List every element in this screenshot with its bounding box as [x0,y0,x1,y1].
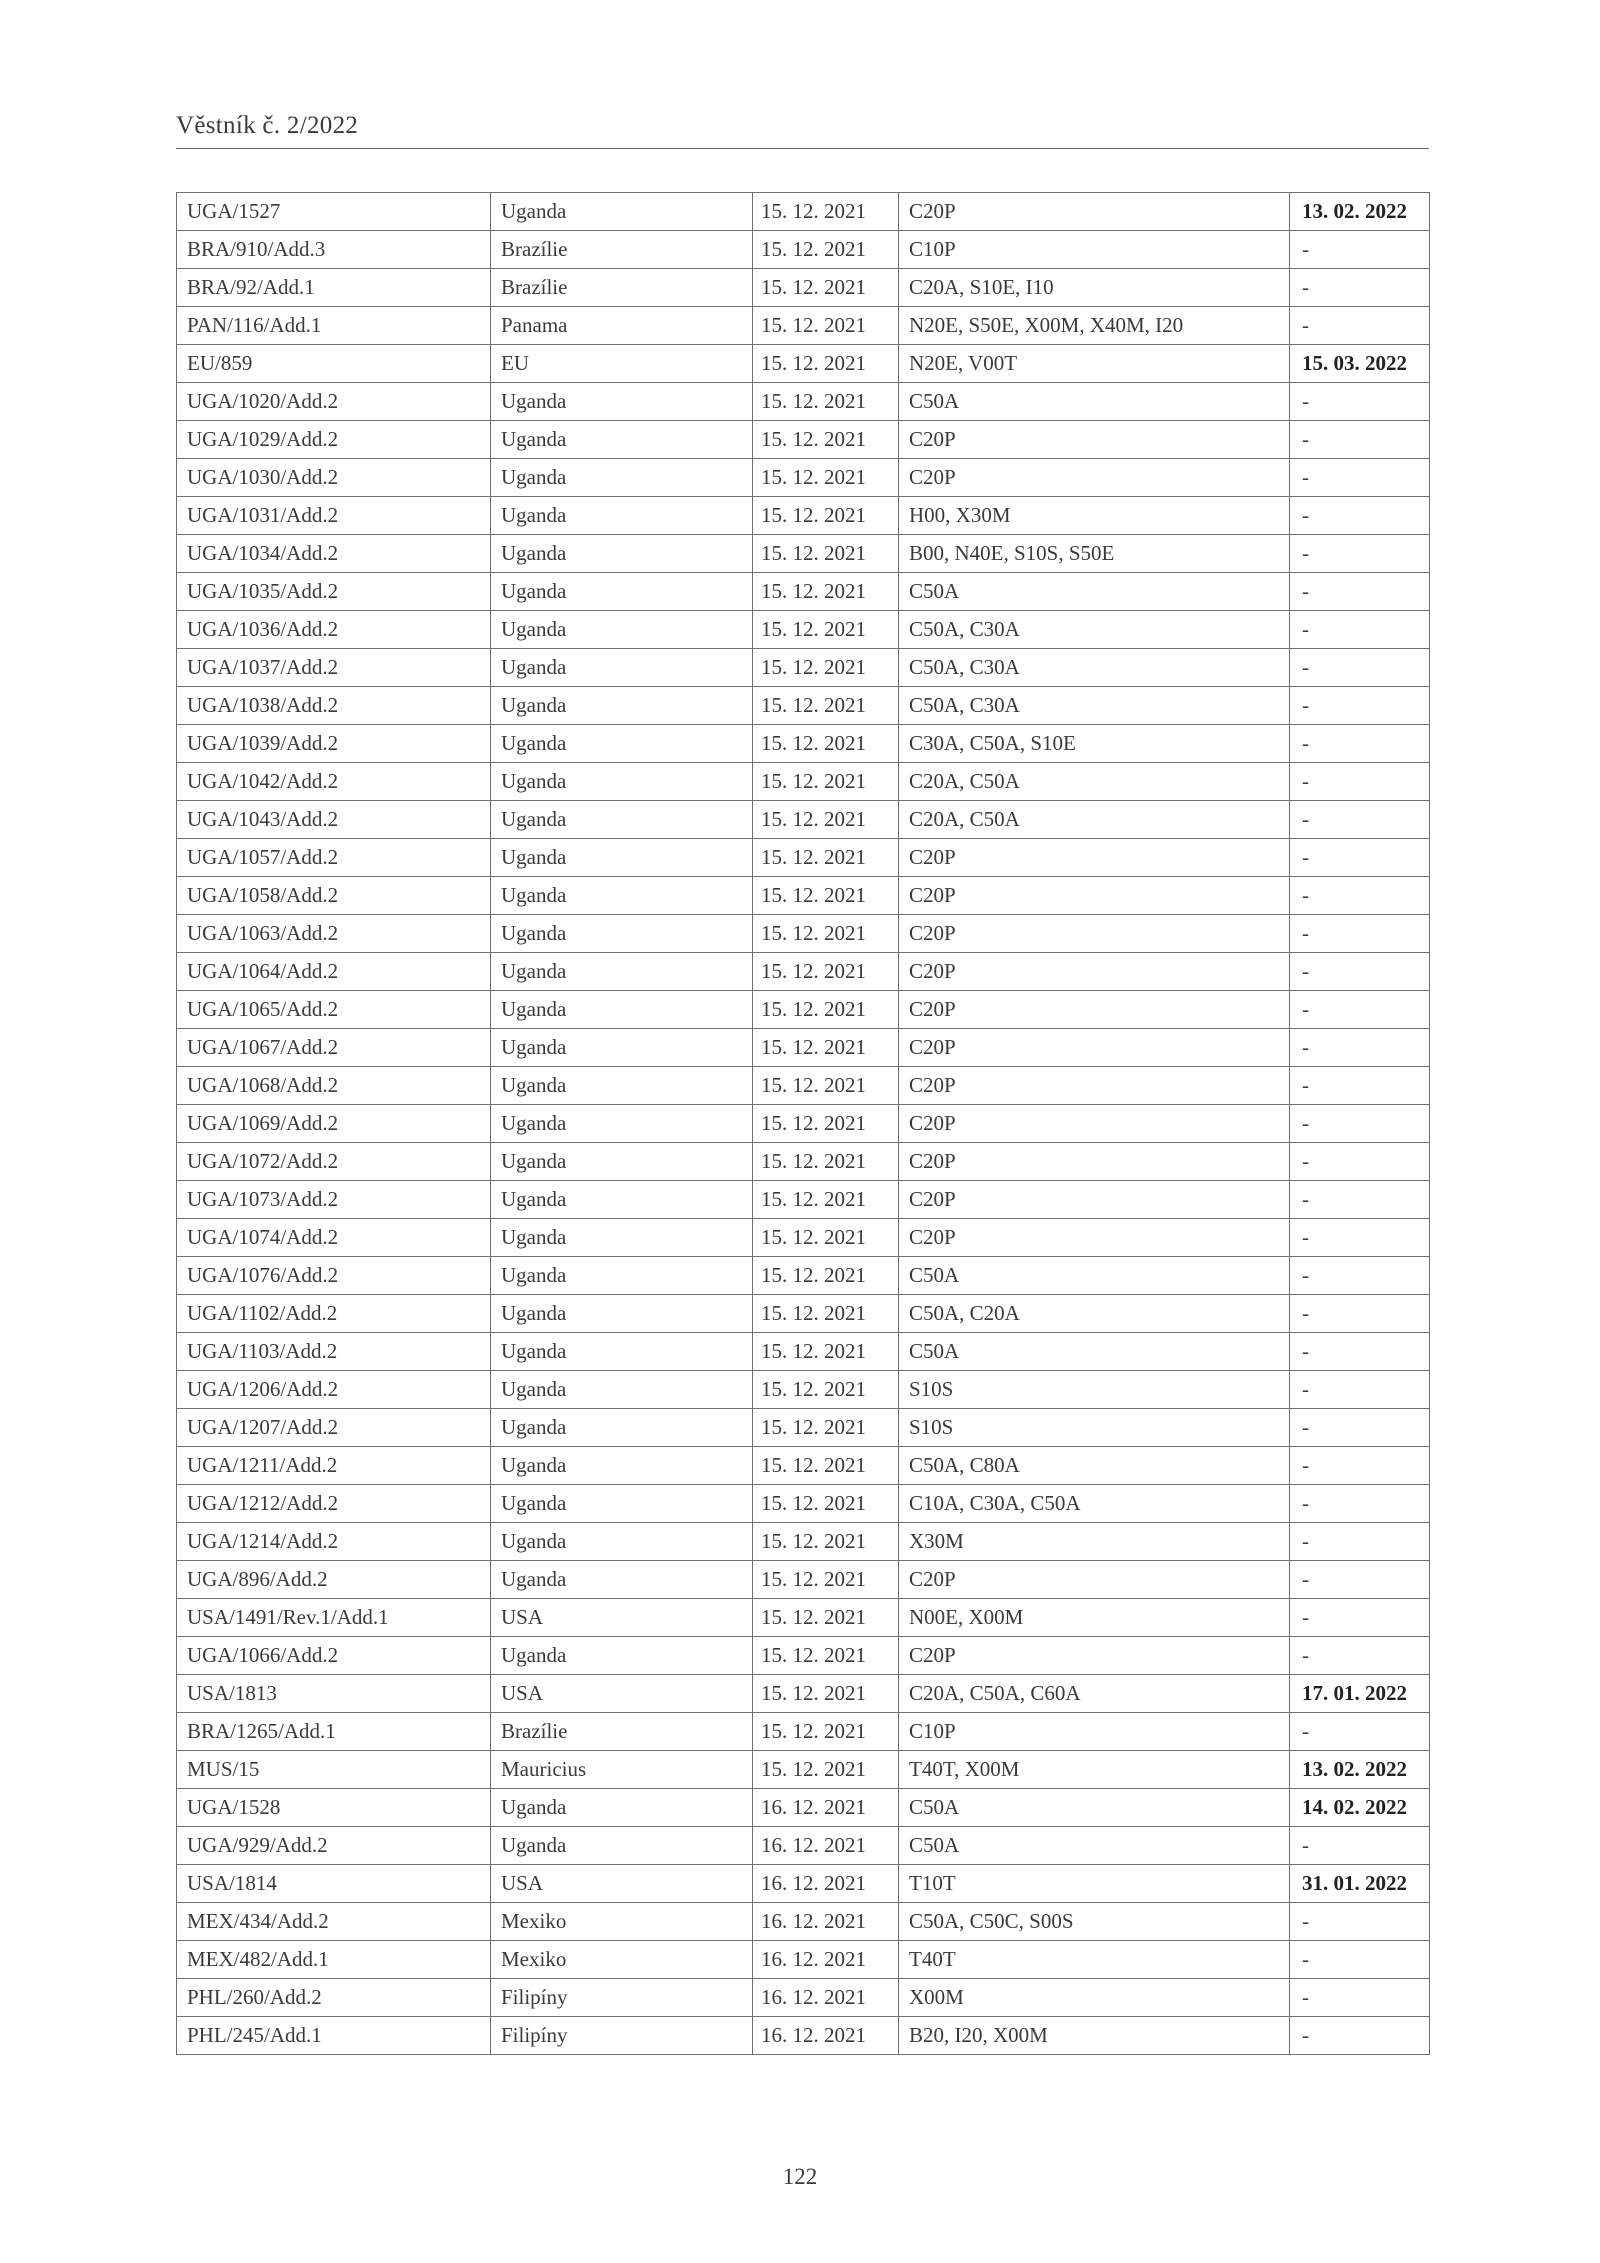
codes-cell: C20P [899,1637,1290,1675]
codes-cell: C20A, C50A [899,763,1290,801]
document-id-cell: UGA/1065/Add.2 [177,991,491,1029]
document-id-cell: UGA/1072/Add.2 [177,1143,491,1181]
codes-cell: N20E, S50E, X00M, X40M, I20 [899,307,1290,345]
table-row [177,1637,1430,1675]
codes-cell: C50A, C20A [899,1295,1290,1333]
date-cell: 15. 12. 2021 [753,1599,899,1637]
country-cell: Uganda [491,1827,753,1865]
deadline-cell: - [1290,801,1430,839]
codes-cell: C50A, C80A [899,1447,1290,1485]
table-row [177,839,1430,877]
table-row [177,383,1430,421]
country-cell: Uganda [491,193,753,231]
country-cell: Uganda [491,1181,753,1219]
deadline-cell: - [1290,307,1430,345]
country-cell: Uganda [491,421,753,459]
date-cell: 15. 12. 2021 [753,1447,899,1485]
table-row [177,269,1430,307]
codes-cell: C20P [899,1029,1290,1067]
codes-cell: C20A, C50A [899,801,1290,839]
document-id-cell: USA/1814 [177,1865,491,1903]
document-id-cell: UGA/1068/Add.2 [177,1067,491,1105]
country-cell: Uganda [491,877,753,915]
document-id-cell: UGA/1035/Add.2 [177,573,491,611]
deadline-cell: - [1290,1447,1430,1485]
deadline-cell: - [1290,1979,1430,2017]
date-cell: 15. 12. 2021 [753,801,899,839]
codes-cell: C20P [899,877,1290,915]
document-id-cell: MUS/15 [177,1751,491,1789]
country-cell: Uganda [491,1485,753,1523]
deadline-cell: - [1290,1713,1430,1751]
codes-cell: C50A, C30A [899,687,1290,725]
deadline-cell: - [1290,1637,1430,1675]
deadline-cell: 17. 01. 2022 [1290,1675,1430,1713]
date-cell: 15. 12. 2021 [753,839,899,877]
document-id-cell: BRA/1265/Add.1 [177,1713,491,1751]
document-id-cell: UGA/1076/Add.2 [177,1257,491,1295]
deadline-cell: - [1290,497,1430,535]
document-id-cell: BRA/92/Add.1 [177,269,491,307]
document-id-cell: UGA/1528 [177,1789,491,1827]
table-row [177,1029,1430,1067]
date-cell: 15. 12. 2021 [753,915,899,953]
deadline-cell: - [1290,1067,1430,1105]
country-cell: Brazílie [491,1713,753,1751]
deadline-cell: - [1290,383,1430,421]
document-id-cell: UGA/1042/Add.2 [177,763,491,801]
codes-cell: C10A, C30A, C50A [899,1485,1290,1523]
deadline-cell: - [1290,1181,1430,1219]
deadline-cell: - [1290,991,1430,1029]
document-id-cell: BRA/910/Add.3 [177,231,491,269]
date-cell: 15. 12. 2021 [753,1675,899,1713]
table-row [177,1295,1430,1333]
country-cell: USA [491,1599,753,1637]
date-cell: 15. 12. 2021 [753,1295,899,1333]
table-row [177,915,1430,953]
date-cell: 15. 12. 2021 [753,649,899,687]
codes-cell: C20P [899,915,1290,953]
deadline-cell: - [1290,725,1430,763]
deadline-cell: - [1290,687,1430,725]
document-id-cell: MEX/482/Add.1 [177,1941,491,1979]
deadline-cell: - [1290,459,1430,497]
document-id-cell: UGA/1034/Add.2 [177,535,491,573]
document-id-cell: MEX/434/Add.2 [177,1903,491,1941]
codes-cell: C50A [899,573,1290,611]
codes-cell: C50A [899,1257,1290,1295]
document-id-cell: UGA/1102/Add.2 [177,1295,491,1333]
document-id-cell: USA/1491/Rev.1/Add.1 [177,1599,491,1637]
date-cell: 15. 12. 2021 [753,1485,899,1523]
country-cell: Uganda [491,1029,753,1067]
codes-cell: C20P [899,1067,1290,1105]
table-row [177,1675,1430,1713]
country-cell: Uganda [491,1371,753,1409]
codes-cell: C20P [899,1219,1290,1257]
table-row [177,421,1430,459]
deadline-cell: 14. 02. 2022 [1290,1789,1430,1827]
document-id-cell: UGA/1039/Add.2 [177,725,491,763]
deadline-cell: - [1290,763,1430,801]
codes-cell: C50A, C30A [899,611,1290,649]
date-cell: 15. 12. 2021 [753,1409,899,1447]
deadline-cell: - [1290,1409,1430,1447]
table-row [177,459,1430,497]
document-id-cell: UGA/1074/Add.2 [177,1219,491,1257]
table-row [177,1485,1430,1523]
date-cell: 15. 12. 2021 [753,687,899,725]
notification-table [176,192,1430,2055]
codes-cell: C50A [899,1789,1290,1827]
date-cell: 15. 12. 2021 [753,991,899,1029]
codes-cell: C10P [899,231,1290,269]
country-cell: Uganda [491,687,753,725]
country-cell: Uganda [491,1219,753,1257]
table-row [177,649,1430,687]
country-cell: Uganda [491,915,753,953]
table-row [177,535,1430,573]
table-row [177,1713,1430,1751]
deadline-cell: - [1290,1561,1430,1599]
document-id-cell: UGA/1058/Add.2 [177,877,491,915]
codes-cell: N20E, V00T [899,345,1290,383]
codes-cell: C20A, S10E, I10 [899,269,1290,307]
document-id-cell: UGA/1029/Add.2 [177,421,491,459]
country-cell: Uganda [491,383,753,421]
codes-cell: B00, N40E, S10S, S50E [899,535,1290,573]
country-cell: Uganda [491,1789,753,1827]
date-cell: 15. 12. 2021 [753,953,899,991]
codes-cell: C20P [899,839,1290,877]
table-row [177,725,1430,763]
date-cell: 15. 12. 2021 [753,1067,899,1105]
date-cell: 15. 12. 2021 [753,763,899,801]
date-cell: 16. 12. 2021 [753,1789,899,1827]
table-row [177,763,1430,801]
document-id-cell: UGA/1020/Add.2 [177,383,491,421]
journal-title: Věstník č. 2/2022 [176,112,359,139]
codes-cell: S10S [899,1371,1290,1409]
country-cell: Uganda [491,535,753,573]
table-row [177,1409,1430,1447]
table-row [177,1903,1430,1941]
document-id-cell: UGA/1038/Add.2 [177,687,491,725]
codes-cell: C20P [899,193,1290,231]
document-id-cell: PHL/245/Add.1 [177,2017,491,2055]
date-cell: 15. 12. 2021 [753,1219,899,1257]
deadline-cell: - [1290,1371,1430,1409]
deadline-cell: - [1290,573,1430,611]
codes-cell: T40T [899,1941,1290,1979]
table-row [177,1105,1430,1143]
document-id-cell: USA/1813 [177,1675,491,1713]
table-row [177,1143,1430,1181]
date-cell: 15. 12. 2021 [753,573,899,611]
date-cell: 15. 12. 2021 [753,497,899,535]
document-id-cell: PAN/116/Add.1 [177,307,491,345]
codes-cell: C20A, C50A, C60A [899,1675,1290,1713]
table-body [177,193,1430,2055]
document-id-cell: UGA/1067/Add.2 [177,1029,491,1067]
date-cell: 15. 12. 2021 [753,725,899,763]
document-id-cell: UGA/1206/Add.2 [177,1371,491,1409]
deadline-cell: 15. 03. 2022 [1290,345,1430,383]
deadline-cell: - [1290,839,1430,877]
country-cell: Uganda [491,991,753,1029]
date-cell: 15. 12. 2021 [753,1333,899,1371]
country-cell: Mexiko [491,1941,753,1979]
table-row [177,1599,1430,1637]
country-cell: Uganda [491,1257,753,1295]
table-row [177,1333,1430,1371]
document-id-cell: UGA/1527 [177,193,491,231]
country-cell: Uganda [491,459,753,497]
country-cell: Brazílie [491,269,753,307]
document-id-cell: EU/859 [177,345,491,383]
deadline-cell: - [1290,877,1430,915]
date-cell: 16. 12. 2021 [753,1903,899,1941]
country-cell: Uganda [491,1447,753,1485]
table-row [177,1523,1430,1561]
codes-cell: C50A [899,383,1290,421]
date-cell: 15. 12. 2021 [753,193,899,231]
document-id-cell: UGA/1069/Add.2 [177,1105,491,1143]
date-cell: 15. 12. 2021 [753,383,899,421]
deadline-cell: - [1290,421,1430,459]
document-id-cell: UGA/1036/Add.2 [177,611,491,649]
deadline-cell: 31. 01. 2022 [1290,1865,1430,1903]
date-cell: 16. 12. 2021 [753,1827,899,1865]
deadline-cell: - [1290,1105,1430,1143]
codes-cell: C20P [899,459,1290,497]
deadline-cell: - [1290,231,1430,269]
codes-cell: C20P [899,1105,1290,1143]
deadline-cell: - [1290,611,1430,649]
document-id-cell: UGA/1037/Add.2 [177,649,491,687]
country-cell: Uganda [491,573,753,611]
date-cell: 15. 12. 2021 [753,1637,899,1675]
deadline-cell: - [1290,1903,1430,1941]
codes-cell: H00, X30M [899,497,1290,535]
codes-cell: X00M [899,1979,1290,2017]
deadline-cell: - [1290,1827,1430,1865]
deadline-cell: - [1290,535,1430,573]
codes-cell: C10P [899,1713,1290,1751]
deadline-cell: - [1290,1941,1430,1979]
date-cell: 15. 12. 2021 [753,1029,899,1067]
deadline-cell: 13. 02. 2022 [1290,193,1430,231]
date-cell: 15. 12. 2021 [753,1371,899,1409]
date-cell: 15. 12. 2021 [753,877,899,915]
deadline-cell: - [1290,1143,1430,1181]
document-id-cell: UGA/1211/Add.2 [177,1447,491,1485]
document-id-cell: UGA/1066/Add.2 [177,1637,491,1675]
date-cell: 15. 12. 2021 [753,611,899,649]
codes-cell: C20P [899,1143,1290,1181]
deadline-cell: - [1290,269,1430,307]
table-row [177,193,1430,231]
table-row [177,611,1430,649]
date-cell: 15. 12. 2021 [753,421,899,459]
country-cell: Uganda [491,953,753,991]
country-cell: Uganda [491,1295,753,1333]
table-row [177,1865,1430,1903]
date-cell: 15. 12. 2021 [753,1181,899,1219]
date-cell: 15. 12. 2021 [753,269,899,307]
country-cell: Uganda [491,1105,753,1143]
document-id-cell: UGA/1031/Add.2 [177,497,491,535]
date-cell: 15. 12. 2021 [753,1751,899,1789]
date-cell: 16. 12. 2021 [753,2017,899,2055]
document-id-cell: UGA/1212/Add.2 [177,1485,491,1523]
deadline-cell: - [1290,1295,1430,1333]
country-cell: Filipíny [491,1979,753,2017]
table-row [177,687,1430,725]
table-row [177,1447,1430,1485]
country-cell: Uganda [491,801,753,839]
country-cell: USA [491,1675,753,1713]
table-row [177,1067,1430,1105]
country-cell: Uganda [491,649,753,687]
table-row [177,1561,1430,1599]
date-cell: 15. 12. 2021 [753,345,899,383]
country-cell: Filipíny [491,2017,753,2055]
date-cell: 15. 12. 2021 [753,1105,899,1143]
country-cell: Uganda [491,1561,753,1599]
document-id-cell: UGA/1064/Add.2 [177,953,491,991]
deadline-cell: - [1290,1257,1430,1295]
deadline-cell: - [1290,953,1430,991]
country-cell: Uganda [491,611,753,649]
codes-cell: X30M [899,1523,1290,1561]
table-row [177,1941,1430,1979]
table-row [177,497,1430,535]
document-id-cell: UGA/1103/Add.2 [177,1333,491,1371]
country-cell: USA [491,1865,753,1903]
deadline-cell: - [1290,2017,1430,2055]
country-cell: Uganda [491,839,753,877]
country-cell: Panama [491,307,753,345]
codes-cell: C30A, C50A, S10E [899,725,1290,763]
table-row [177,307,1430,345]
document-id-cell: UGA/1073/Add.2 [177,1181,491,1219]
codes-cell: B20, I20, X00M [899,2017,1290,2055]
country-cell: Brazílie [491,231,753,269]
codes-cell: C50A [899,1333,1290,1371]
document-id-cell: UGA/1063/Add.2 [177,915,491,953]
date-cell: 15. 12. 2021 [753,459,899,497]
document-id-cell: UGA/1030/Add.2 [177,459,491,497]
country-cell: EU [491,345,753,383]
table-row [177,877,1430,915]
codes-cell: C50A [899,1827,1290,1865]
table-row [177,1979,1430,2017]
country-cell: Mauricius [491,1751,753,1789]
deadline-cell: 13. 02. 2022 [1290,1751,1430,1789]
country-cell: Uganda [491,1143,753,1181]
date-cell: 15. 12. 2021 [753,1523,899,1561]
country-cell: Uganda [491,497,753,535]
codes-cell: N00E, X00M [899,1599,1290,1637]
document-id-cell: UGA/896/Add.2 [177,1561,491,1599]
codes-cell: C50A, C50C, S00S [899,1903,1290,1941]
date-cell: 15. 12. 2021 [753,1143,899,1181]
country-cell: Uganda [491,725,753,763]
date-cell: 16. 12. 2021 [753,1941,899,1979]
table-row [177,1219,1430,1257]
deadline-cell: - [1290,1333,1430,1371]
country-cell: Mexiko [491,1903,753,1941]
date-cell: 15. 12. 2021 [753,307,899,345]
document-id-cell: UGA/1057/Add.2 [177,839,491,877]
codes-cell: T40T, X00M [899,1751,1290,1789]
codes-cell: C20P [899,1181,1290,1219]
document-id-cell: UGA/1214/Add.2 [177,1523,491,1561]
codes-cell: C50A, C30A [899,649,1290,687]
document-id-cell: UGA/1043/Add.2 [177,801,491,839]
date-cell: 16. 12. 2021 [753,1979,899,2017]
deadline-cell: - [1290,1523,1430,1561]
codes-cell: C20P [899,1561,1290,1599]
table-row [177,345,1430,383]
country-cell: Uganda [491,1637,753,1675]
date-cell: 16. 12. 2021 [753,1865,899,1903]
table-row [177,1789,1430,1827]
country-cell: Uganda [491,763,753,801]
table-row [177,991,1430,1029]
codes-cell: C20P [899,991,1290,1029]
codes-cell: C20P [899,421,1290,459]
table-row [177,1751,1430,1789]
table-row [177,1181,1430,1219]
country-cell: Uganda [491,1523,753,1561]
country-cell: Uganda [491,1333,753,1371]
document-id-cell: UGA/929/Add.2 [177,1827,491,1865]
date-cell: 15. 12. 2021 [753,231,899,269]
table-row [177,953,1430,991]
date-cell: 15. 12. 2021 [753,1713,899,1751]
date-cell: 15. 12. 2021 [753,535,899,573]
codes-cell: T10T [899,1865,1290,1903]
document-id-cell: PHL/260/Add.2 [177,1979,491,2017]
table-row [177,231,1430,269]
date-cell: 15. 12. 2021 [753,1257,899,1295]
codes-cell: C20P [899,953,1290,991]
country-cell: Uganda [491,1067,753,1105]
deadline-cell: - [1290,1599,1430,1637]
table-row [177,573,1430,611]
deadline-cell: - [1290,1485,1430,1523]
deadline-cell: - [1290,649,1430,687]
table-row [177,1371,1430,1409]
date-cell: 15. 12. 2021 [753,1561,899,1599]
table-row [177,2017,1430,2055]
country-cell: Uganda [491,1409,753,1447]
page-number: 122 [782,2164,818,2189]
document-id-cell: UGA/1207/Add.2 [177,1409,491,1447]
page-header [176,108,1429,149]
deadline-cell: - [1290,1029,1430,1067]
deadline-cell: - [1290,915,1430,953]
table-row [177,1827,1430,1865]
codes-cell: S10S [899,1409,1290,1447]
deadline-cell: - [1290,1219,1430,1257]
table-row [177,1257,1430,1295]
table-row [177,801,1430,839]
